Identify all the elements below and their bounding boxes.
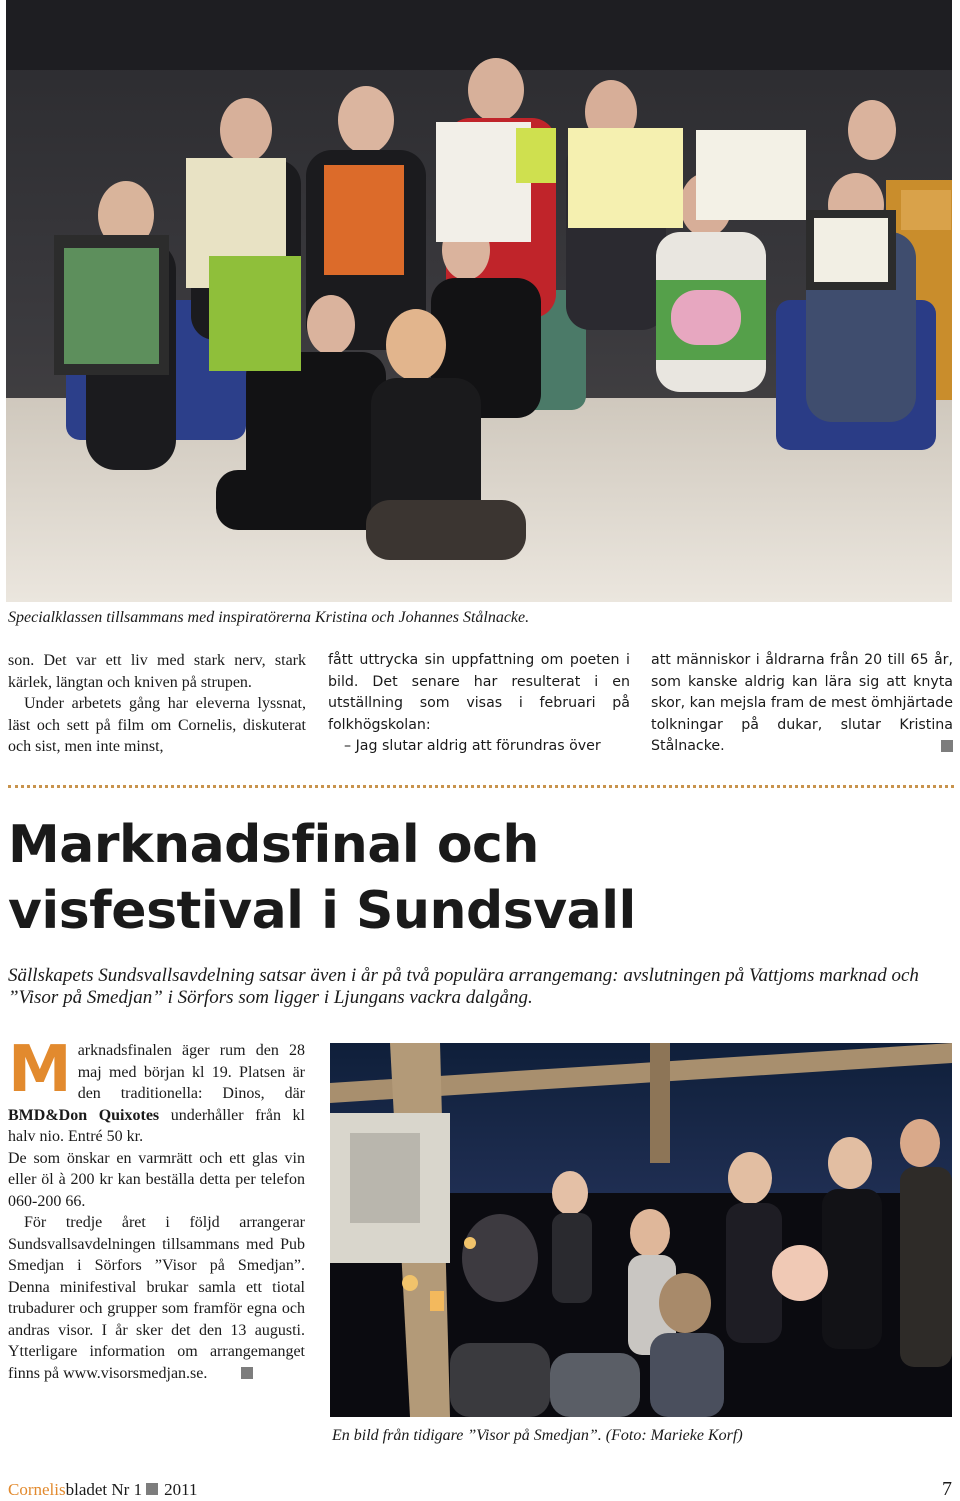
article1-column-2 <box>328 650 630 758</box>
article2-paragraph-2: De som önskar en varmrätt och ett glas vin eller öl à 200 kr kan beställa detta per telefon 060-200 66. <box>8 1149 305 1210</box>
drop-cap: M <box>8 1033 72 1107</box>
footer-brand-colored: Cornelis <box>8 1480 66 1499</box>
article2-body <box>8 1033 305 1384</box>
article2-p1-part-b: underhåller från kl halv nio. Entré 50 kr. <box>8 1106 305 1145</box>
footer-separator-square-icon <box>146 1483 158 1495</box>
article1-col3-paragraph-1 <box>651 650 953 758</box>
article2-lead: Sällskapets Sundsvallsavdelning satsar även i år på två populära arrangemang: avslutningen på Vattjoms marknad och ”Visor på Smedjan” i Sörfors som ligger i Ljungans vackra dalgång. <box>8 965 919 1008</box>
article1-col1-paragraph-1: son. Det var ett liv med stark nerv, stark kärlek, längtan och kniven på strupen. <box>8 652 306 691</box>
group-photo-illustration <box>6 0 952 602</box>
article2-paragraph-1 <box>8 1033 305 1148</box>
page-number: 7 <box>942 1478 952 1500</box>
footer-brand-rest: bladet <box>65 1480 108 1499</box>
article2-headline <box>8 812 948 944</box>
article1-col1-paragraph-2: Under arbetets gång har eleverna lyssnat, läst och sett på film om Cornelis, diskuterat och sist, men inte minst, <box>8 695 306 755</box>
article1-col3-text: att människor i åldrarna från 20 till 65 år, som kanske aldrig kan lära sig att knyta skor, kan mejsla fram de mest ömhjärtade tolkningar på dukar, slutar Kristina Stålnacke. <box>651 652 953 754</box>
page-footer <box>8 1480 197 1500</box>
article1-column-3 <box>651 650 953 758</box>
end-of-article-square-icon <box>241 1367 253 1379</box>
article1-col2-paragraph-1: fått uttrycka sin uppfattning om poeten i bild. Det senare har resulterat i en utställning som visas i februari på folkhögskolan: <box>328 652 630 733</box>
festival-photo-illustration <box>330 1043 952 1417</box>
festival-photo-caption: En bild från tidigare ”Visor på Smedjan”. (Foto: Marieke Korf) <box>332 1427 743 1444</box>
article2-paragraph-3 <box>8 1212 305 1384</box>
top-photo-caption: Specialklassen tillsammans med inspiratörerna Kristina och Johannes Stålnacke. <box>8 609 530 626</box>
footer-issue: Nr 1 <box>111 1480 143 1499</box>
group-photo <box>6 0 952 602</box>
end-of-article-square-icon <box>941 740 953 752</box>
festival-photo <box>330 1043 952 1417</box>
footer-year: 2011 <box>164 1480 198 1499</box>
article2-headline-line-1: Marknadsfinal och <box>8 815 539 875</box>
section-divider <box>8 785 954 788</box>
article2-p1-part-a: arknadsfinalen äger rum den 28 maj med början kl 19. Platsen är den traditionella: Dinos, där <box>77 1042 305 1102</box>
band-name: BMD&Don Quixotes <box>8 1106 160 1124</box>
article2-headline-line-2: visfestival i Sundsvall <box>8 881 636 941</box>
article1-column-1 <box>8 650 306 758</box>
article1-col2-paragraph-2: – Jag slutar aldrig att förundras över <box>344 738 601 754</box>
article2-p3-text: För tredje året i följd arrangerar Sundsvallsavdelningen tillsammans med Pub Smedjan i Sörfors ”Visor på Smedjan”. Denna minifestival brukar samla ett tiotal trubadurer och grupper som framför egna och andras visor. I år sker det den 13 augusti. Ytterligare information om arrangemanget finns på www.visorsmedjan.se. <box>8 1214 305 1382</box>
